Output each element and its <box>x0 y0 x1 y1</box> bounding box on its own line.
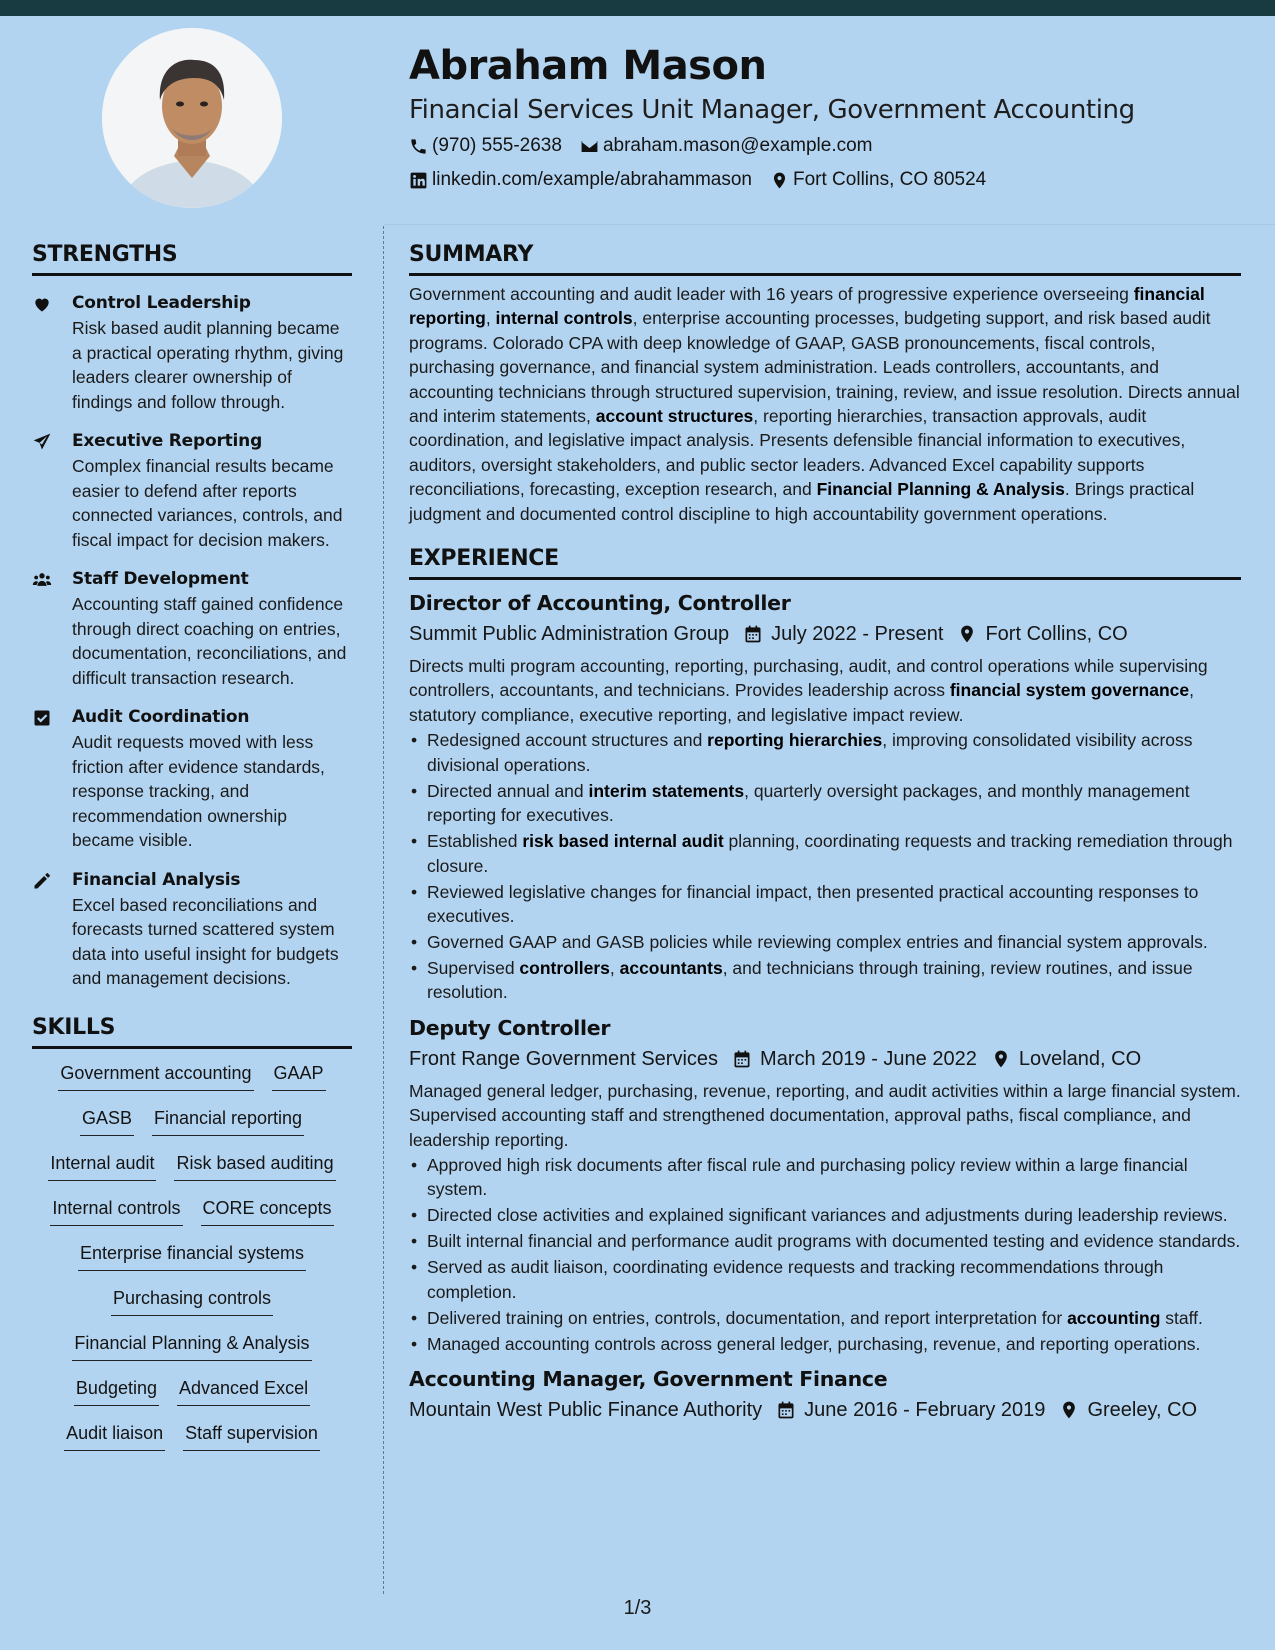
contact-row-1 <box>409 130 1239 162</box>
dates-text: June 2016 - February 2019 <box>804 1399 1046 1422</box>
job-title: Deputy Controller <box>409 1015 611 1040</box>
summary-rule <box>409 273 1241 276</box>
job-description <box>409 1079 1241 1152</box>
text-span: , and technicians through training, review routines, and issue resolution. <box>427 957 1193 1003</box>
skill-row <box>32 1103 352 1139</box>
location-text: Fort Collins, CO <box>985 623 1128 646</box>
company-text: Mountain West Public Finance Authority <box>409 1399 763 1422</box>
skill-tag: Financial Planning & Analysis <box>72 1328 311 1361</box>
bold-text: financial reporting <box>409 284 1205 329</box>
strength-icon-wrap <box>32 867 72 991</box>
strength-item <box>32 867 352 991</box>
dates-text: March 2019 - June 2022 <box>760 1047 977 1070</box>
job-bullet <box>409 829 1241 878</box>
strength-title: Audit Coordination <box>72 707 250 727</box>
strength-title: Control Leadership <box>72 293 251 313</box>
job-dates <box>743 618 943 650</box>
map-pin-icon <box>770 171 789 190</box>
strengths-heading: STRENGTHS <box>32 242 178 267</box>
skill-tag: GAAP <box>272 1058 326 1091</box>
text-span: Government accounting and audit leader with 16 years of progressive experience overseeing <box>409 284 1134 304</box>
map-pin-icon <box>991 1049 1011 1069</box>
linkedin-contact[interactable] <box>409 164 752 196</box>
column-divider <box>383 226 384 1594</box>
bold-text: reporting hierarchies <box>707 730 883 751</box>
job-meta <box>409 618 1241 650</box>
text-span: Redesigned account structures and <box>427 730 708 751</box>
right-column <box>409 240 1241 1426</box>
calendar-icon <box>743 624 763 644</box>
job-meta <box>409 1043 1241 1075</box>
text-span: Approved high risk documents after fiscal rule and purchasing policy review within a large financial system. <box>427 1154 1188 1200</box>
bold-text: accountants <box>619 957 723 978</box>
text-span: Managed general ledger, purchasing, revenue, reporting, and audit activities within a large financial system. Supervised accounting staff and strengthened documentation, approval paths, fiscal compliance, and leadership reporting. <box>409 1080 1241 1150</box>
location-text: Loveland, CO <box>1018 1047 1142 1070</box>
skill-row <box>32 1283 352 1319</box>
users-icon <box>32 570 52 590</box>
job-dates <box>776 1394 1045 1426</box>
strength-body <box>72 867 352 991</box>
header-divider <box>384 224 1275 225</box>
top-accent-bar <box>0 0 1275 16</box>
job-bullet <box>409 930 1241 954</box>
bold-text: Financial Planning & Analysis <box>816 479 1065 500</box>
page-number: 1/3 <box>623 1597 652 1619</box>
skills-rule <box>32 1046 352 1049</box>
text-span: Directs multi program accounting, reporting, purchasing, audit, and control operations while supervising controllers, accountants, and technicians. Provides leadership across <box>409 656 1208 701</box>
experience-heading: EXPERIENCE <box>409 546 559 572</box>
bold-text: financial system governance <box>949 680 1190 701</box>
job-title: Accounting Manager, Government Finance <box>409 1367 888 1392</box>
text-span: Served as audit liaison, coordinating evidence requests and tracking recommendations through completion. <box>427 1257 1164 1302</box>
text-span: planning, coordinating requests and tracking remediation through closure. <box>427 831 1233 876</box>
strength-item <box>32 704 352 853</box>
phone-icon <box>409 137 428 156</box>
job-dates <box>732 1043 977 1075</box>
strength-description: Complex financial results became easier to defend after reports connected variances, controls, and fiscal impact for decision makers. <box>72 456 343 550</box>
job-bullet <box>409 1306 1241 1330</box>
text-span: Established <box>427 831 523 852</box>
linkedin-text: linkedin.com/example/abrahammason <box>432 169 752 190</box>
job-bullet <box>409 1255 1241 1304</box>
skill-tag: Internal controls <box>50 1193 182 1226</box>
job-bullet <box>409 1153 1241 1202</box>
text-span: Supervised <box>427 957 520 978</box>
strength-title: Staff Development <box>72 569 249 589</box>
dates-text: July 2022 - Present <box>771 623 944 646</box>
job-location <box>1059 1394 1197 1426</box>
skill-tag: Internal audit <box>48 1148 156 1181</box>
job-bullet <box>409 1229 1241 1253</box>
text-span: Managed accounting controls across general ledger, purchasing, revenue, and reporting operations. <box>427 1333 1201 1354</box>
bold-text: accounting <box>1067 1307 1161 1328</box>
text-span: staff. <box>1160 1307 1203 1328</box>
strengths-list <box>32 290 352 991</box>
skill-tag: Government accounting <box>58 1058 253 1091</box>
job-company <box>409 618 729 650</box>
text-span: Directed close activities and explained significant variances and adjustments during leadership reviews. <box>427 1205 1228 1226</box>
job-company <box>409 1394 762 1426</box>
skill-row <box>32 1058 352 1094</box>
candidate-name: Abraham Mason <box>409 43 767 89</box>
map-pin-icon <box>957 624 977 644</box>
linkedin-icon <box>409 171 428 190</box>
text-span: , <box>609 957 620 978</box>
job-bullets <box>409 728 1241 1004</box>
phone-contact[interactable] <box>409 130 562 162</box>
job-entry <box>409 1364 1241 1426</box>
email-contact[interactable] <box>580 130 873 162</box>
summary-text <box>409 282 1241 526</box>
strength-icon-wrap <box>32 566 72 690</box>
skill-tag: CORE concepts <box>201 1193 334 1226</box>
strength-title: Financial Analysis <box>72 869 241 890</box>
skill-row <box>32 1238 352 1274</box>
bold-text: controllers <box>519 957 610 978</box>
job-bullet <box>409 1203 1241 1227</box>
strength-title: Executive Reporting <box>72 431 263 451</box>
strength-body <box>72 428 352 552</box>
skill-tag: Staff supervision <box>183 1418 320 1451</box>
text-span: Built internal financial and performance audit programs with documented testing and evidence standards. <box>427 1231 1241 1252</box>
text-span: . Brings practical judgment and documented control discipline to high accountability government operations. <box>409 479 1195 524</box>
skill-tag: Risk based auditing <box>174 1148 335 1181</box>
skills-heading: SKILLS <box>32 1014 116 1040</box>
text-span: , quarterly oversight packages, and monthly management reporting for executives. <box>427 780 1190 826</box>
skill-tag: Enterprise financial systems <box>78 1238 306 1271</box>
strength-icon-wrap <box>32 290 72 414</box>
pencil-icon <box>32 871 52 891</box>
skill-tag: Audit liaison <box>64 1418 165 1451</box>
location-contact <box>770 164 986 196</box>
strength-icon-wrap <box>32 428 72 552</box>
bold-text: risk based internal audit <box>522 831 724 852</box>
job-meta <box>409 1394 1241 1426</box>
strength-description: Accounting staff gained confidence through direct coaching on entries, documentation, reconciliations, and difficult transaction research. <box>72 594 347 688</box>
skill-row <box>32 1418 352 1454</box>
jobs-list <box>409 588 1241 1426</box>
job-bullet <box>409 956 1241 1005</box>
skill-tag: Advanced Excel <box>177 1373 310 1406</box>
job-title: Director of Accounting, Controller <box>409 591 791 616</box>
skill-row <box>32 1373 352 1409</box>
job-description <box>409 654 1241 727</box>
checkbox-icon <box>32 708 52 728</box>
experience-rule <box>409 577 1241 580</box>
strength-description: Risk based audit planning became a practical operating rhythm, giving leaders clearer ownership of findings and follow through. <box>72 318 344 412</box>
strength-item <box>32 290 352 414</box>
text-span: , <box>485 308 496 329</box>
paper-plane-icon <box>32 432 52 452</box>
resume-header <box>409 40 1239 196</box>
phone-text: (970) 555-2638 <box>432 135 562 156</box>
bold-text: interim statements <box>588 780 745 801</box>
left-column <box>32 240 352 1454</box>
strength-description: Excel based reconciliations and forecasts turned scattered system data into useful insight for budgets and management decisions. <box>72 894 339 988</box>
strength-body <box>72 566 352 690</box>
job-bullet <box>409 1332 1241 1356</box>
summary-heading: SUMMARY <box>409 242 534 267</box>
job-bullet <box>409 779 1241 828</box>
job-bullet <box>409 880 1241 929</box>
job-entry <box>409 588 1241 1005</box>
job-company <box>409 1043 718 1075</box>
text-span: , improving consolidated visibility across divisional operations. <box>427 730 1193 775</box>
skill-tag: Financial reporting <box>152 1103 304 1136</box>
text-span: Delivered training on entries, controls, documentation, and report interpretation for <box>427 1307 1068 1328</box>
bold-text: account structures <box>595 406 754 427</box>
text-span: , statutory compliance, executive reporting, and legislative impact review. <box>409 680 1194 725</box>
strength-body <box>72 704 352 853</box>
heart-icon <box>32 294 52 314</box>
person-portrait-icon <box>102 28 282 208</box>
job-location <box>957 618 1127 650</box>
strength-item <box>32 428 352 552</box>
text-span: Directed annual and <box>427 780 589 801</box>
strength-icon-wrap <box>32 704 72 853</box>
strength-body <box>72 290 352 414</box>
map-pin-icon <box>1059 1400 1079 1420</box>
email-text: abraham.mason@example.com <box>602 135 873 156</box>
job-location <box>991 1043 1141 1075</box>
calendar-icon <box>732 1049 752 1069</box>
company-text: Front Range Government Services <box>409 1047 719 1070</box>
contact-row-2 <box>409 164 1239 196</box>
strength-item <box>32 566 352 690</box>
text-span: , reporting hierarchies, transaction approvals, audit coordination, and legislative impact analysis. Presents defensible financial information to executives, auditors, oversight stakeholders, and public sector leaders. Advanced Excel capability supports reconciliations, forecasting, exception research, and <box>409 406 1186 500</box>
skills-list <box>32 1058 352 1454</box>
skill-tag: Purchasing controls <box>111 1283 273 1316</box>
strength-description: Audit requests moved with less friction after evidence standards, response tracking, and recommendation ownership became visible. <box>72 732 325 850</box>
skill-tag: Budgeting <box>74 1373 159 1406</box>
envelope-icon <box>580 137 599 156</box>
skill-row <box>32 1193 352 1229</box>
skill-row <box>32 1148 352 1184</box>
job-bullet <box>409 728 1241 777</box>
profile-photo <box>102 28 282 208</box>
skill-tag: GASB <box>80 1103 134 1136</box>
text-span: Reviewed legislative changes for financial impact, then presented practical accounting responses to executives. <box>427 881 1199 926</box>
text-span: , enterprise accounting processes, budgeting support, and risk based audit programs. Colorado CPA with deep knowledge of GAAP, GASB pronouncements, fiscal controls, purchasing governance, and financial system administration. Leads controllers, accountants, and accounting technicians through structured supervision, training, review, and issue resolution. Directs annual and interim statements, <box>409 308 1240 427</box>
candidate-headline: Financial Services Unit Manager, Government Accounting <box>409 95 1135 125</box>
location-text: Greeley, CO <box>1087 1399 1198 1422</box>
job-bullets <box>409 1153 1241 1356</box>
calendar-icon <box>776 1400 796 1420</box>
bold-text: internal controls <box>495 308 633 329</box>
text-span: Governed GAAP and GASB policies while reviewing complex entries and financial system approvals. <box>427 931 1208 952</box>
job-entry <box>409 1013 1241 1356</box>
location-text: Fort Collins, CO 80524 <box>793 169 987 190</box>
company-text: Summit Public Administration Group <box>409 623 730 646</box>
strengths-rule <box>32 273 352 276</box>
skill-row <box>32 1328 352 1364</box>
